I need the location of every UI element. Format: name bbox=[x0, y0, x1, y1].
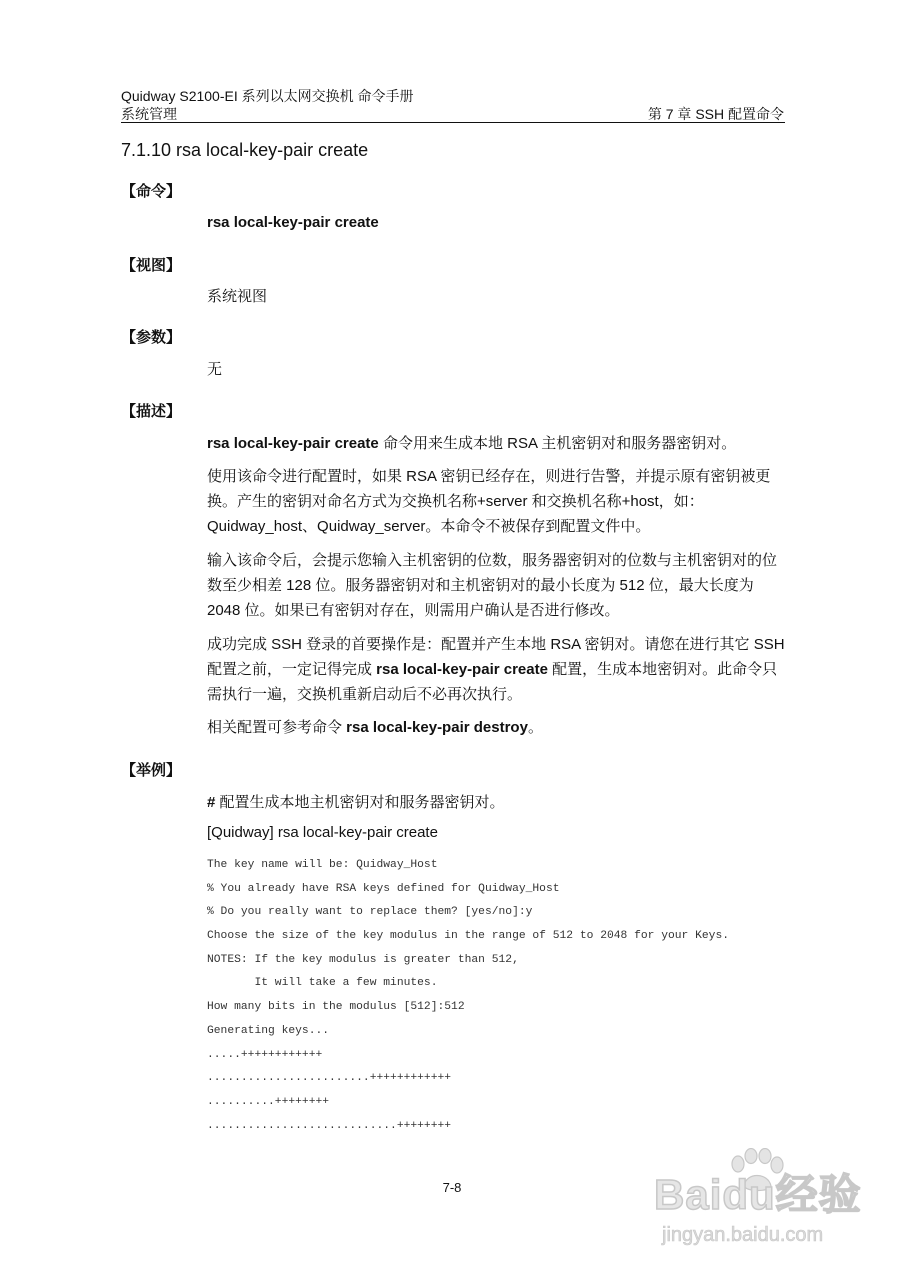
watermark-logo-text: Baidu经验 bbox=[654, 1171, 862, 1218]
example-output bbox=[207, 854, 729, 1138]
baidu-watermark bbox=[634, 1148, 874, 1258]
header-title: Quidway S2100-EI 系列以太网交换机 命令手册 bbox=[121, 88, 414, 104]
example-hash: # bbox=[207, 794, 216, 811]
example-intro bbox=[207, 790, 787, 815]
desc-p4-text-a: 成功完成 SSH 登录的首要操作是：配置并产生本地 RSA 密钥对。请您在进行其它 SSH 配置之前，一定记得完成 bbox=[207, 636, 785, 678]
label-view: 【视图】 bbox=[121, 257, 182, 274]
label-params: 【参数】 bbox=[121, 329, 182, 346]
code-line: The key name will be: Quidway_Host bbox=[207, 859, 438, 871]
header-section: 系统管理 bbox=[121, 106, 177, 122]
watermark-url: jingyan.baidu.com bbox=[662, 1224, 824, 1246]
header-chapter: 第 7 章 SSH 配置命令 bbox=[647, 106, 784, 122]
example-intro-text: 配置生成本地主机密钥对和服务器密钥对。 bbox=[215, 794, 505, 811]
code-line: .....++++++++++++ bbox=[207, 1048, 323, 1061]
code-line: It will take a few minutes. bbox=[207, 977, 438, 990]
command-syntax: rsa local-key-pair create bbox=[207, 214, 379, 231]
label-command: 【命令】 bbox=[121, 183, 182, 200]
desc-paragraph-2: 使用该命令进行配置时，如果 RSA 密钥已经存在，则进行告警，并提示原有密钥被更换。产生的密钥对命名方式为交换机名称+server 和交换机名称+host，如：Quidway_host、Quidway_server。本命令不被保存到配置文件中。 bbox=[207, 468, 771, 535]
example-prompt: [Quidway] rsa local-key-pair create bbox=[207, 824, 438, 841]
desc-p4-command: rsa local-key-pair create bbox=[376, 661, 548, 678]
page-number: 7-8 bbox=[442, 1180, 462, 1195]
section-title: 7.1.10 rsa local-key-pair create bbox=[121, 140, 369, 160]
desc-paragraph-5 bbox=[207, 715, 787, 740]
desc-p1-command: rsa local-key-pair create bbox=[207, 435, 379, 452]
code-line: ............................++++++++ bbox=[207, 1119, 452, 1132]
header-rule bbox=[121, 122, 785, 123]
desc-p5-command: rsa local-key-pair destroy bbox=[346, 719, 528, 736]
desc-paragraph-3: 输入该命令后，会提示您输入主机密钥的位数，服务器密钥对的位数与主机密钥对的位数至少相差 128 位。服务器密钥对和主机密钥对的最小长度为 512 位，最大长度为 2048 位。如果已有密钥对存在，则需用户确认是否进行修改。 bbox=[207, 552, 778, 619]
code-line: ..........++++++++ bbox=[207, 1095, 330, 1108]
code-line: Generating keys... bbox=[207, 1024, 330, 1037]
desc-p4-text-b: 配置，生成本地密钥对。此命令只需执行一遍，交换机重新启动后不必再次执行。 bbox=[207, 661, 778, 703]
code-line: ........................++++++++++++ bbox=[207, 1072, 452, 1085]
desc-paragraph-1 bbox=[207, 431, 787, 456]
code-line: % Do you really want to replace them? [yes/no]:y bbox=[207, 906, 533, 919]
label-desc: 【描述】 bbox=[121, 403, 182, 420]
desc-p5-text-a: 相关配置可参考命令 bbox=[207, 719, 347, 736]
code-line: % You already have RSA keys defined for Quidway_Host bbox=[207, 882, 560, 895]
label-example: 【举例】 bbox=[121, 762, 182, 779]
code-line: NOTES: If the key modulus is greater than 512, bbox=[207, 953, 519, 966]
code-line: Choose the size of the key modulus in the range of 512 to 2048 for your Keys. bbox=[207, 930, 730, 943]
code-line: How many bits in the modulus [512]:512 bbox=[207, 1001, 465, 1014]
desc-p5-text-b: 。 bbox=[527, 719, 543, 736]
params-text: 无 bbox=[207, 361, 223, 378]
view-text: 系统视图 bbox=[207, 288, 268, 305]
desc-p1-text: 命令用来生成本地 RSA 主机密钥对和服务器密钥对。 bbox=[378, 435, 737, 452]
desc-paragraph-4 bbox=[207, 632, 787, 707]
